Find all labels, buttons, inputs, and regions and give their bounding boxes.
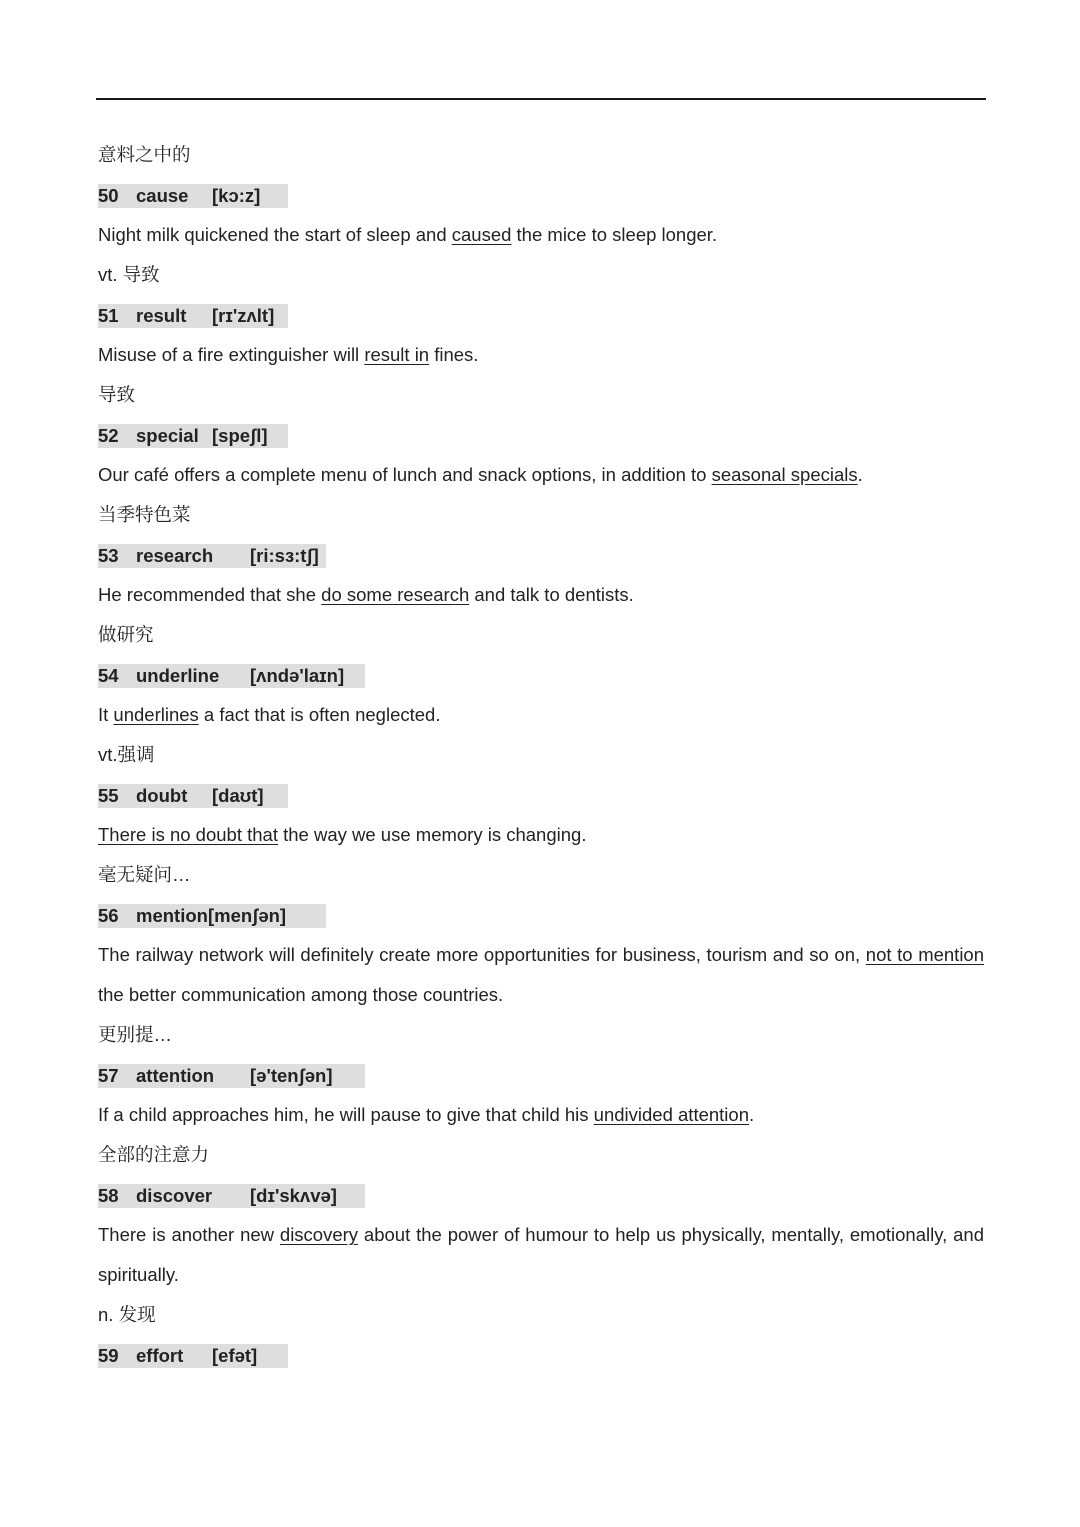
key-phrase: not to mention [865, 944, 985, 965]
key-phrase: undivided attention [593, 1104, 749, 1125]
entry-number: 56 [98, 905, 119, 927]
entry-number: 54 [98, 665, 119, 687]
translation-line: 做研究 [98, 624, 154, 645]
entry-number: 55 [98, 785, 119, 807]
heading-highlight [98, 664, 365, 688]
key-phrase: underlines [113, 704, 199, 725]
entry-heading [98, 535, 984, 575]
entry-word: doubt [136, 785, 188, 807]
entry-heading [98, 655, 984, 695]
translation-line: n. 发现 [98, 1304, 156, 1325]
heading-highlight [98, 1184, 365, 1208]
entry-phonetic: [menʃən] [207, 905, 287, 927]
entry-heading [98, 415, 984, 455]
entry-word: result [136, 305, 187, 327]
entry-heading [98, 895, 984, 935]
entry-phonetic: [ri:sɜ:tʃ] [250, 545, 319, 567]
translation-line: 意料之中的 [98, 144, 191, 165]
key-phrase: do some research [321, 584, 470, 605]
entry-word: discover [136, 1185, 213, 1207]
heading-highlight [98, 184, 288, 208]
example-sentence: Misuse of a fire extinguisher will result in fines. [98, 344, 479, 365]
header-rule [96, 98, 986, 100]
entry-phonetic: [dɪ'skʌvə] [250, 1185, 337, 1207]
entry-number: 52 [98, 425, 119, 447]
example-sentence: There is no doubt that the way we use memory is changing. [98, 824, 587, 845]
key-phrase: discovery [279, 1224, 359, 1245]
entry-number: 51 [98, 305, 119, 327]
entry-number: 53 [98, 545, 119, 567]
heading-highlight [98, 304, 288, 328]
heading-highlight [98, 424, 288, 448]
key-phrase: caused [451, 224, 512, 245]
example-sentence: He recommended that she do some research and talk to dentists. [98, 584, 634, 605]
example-sentence: There is another new discovery about the power of humour to help us physically, mentally, emotionally, and spiritually. [98, 1224, 984, 1285]
entry-heading [98, 1055, 984, 1095]
example-sentence: Night milk quickened the start of sleep and caused the mice to sleep longer. [98, 224, 718, 245]
entry-word: effort [136, 1345, 184, 1367]
example-sentence: Our café offers a complete menu of lunch and snack options, in addition to seasonal specials. [98, 464, 863, 485]
translation-line: vt.强调 [98, 744, 155, 765]
entry-heading [98, 1175, 984, 1215]
entry-heading [98, 775, 984, 815]
entry-phonetic: [kɔ:z] [212, 185, 261, 207]
translation-line: vt. 导致 [98, 264, 160, 285]
entry-phonetic: [efət] [212, 1345, 258, 1367]
heading-highlight [98, 1064, 365, 1088]
entry-phonetic: [ə'tenʃən] [250, 1065, 333, 1087]
entry-number: 50 [98, 185, 119, 207]
entry-phonetic: [speʃl] [212, 425, 268, 447]
entry-phonetic: [ʌndə'laɪn] [250, 665, 345, 687]
translation-line: 全部的注意力 [98, 1144, 210, 1165]
translation-line: 当季特色菜 [98, 504, 191, 525]
entry-word: mention [136, 905, 208, 927]
example-sentence: If a child approaches him, he will pause to give that child his undivided attention. [98, 1104, 755, 1125]
entry-word: attention [136, 1065, 215, 1087]
example-sentence: The railway network will definitely create more opportunities for business, tourism and so on, not to mention the better communication among those countries. [98, 944, 985, 1005]
translation-line: 更别提… [98, 1024, 173, 1045]
entry-heading [98, 295, 984, 335]
entry-number: 57 [98, 1065, 119, 1087]
heading-highlight [98, 544, 326, 568]
heading-highlight [98, 904, 326, 928]
entry-word: research [136, 545, 214, 567]
entry-phonetic: [daʊt] [212, 785, 264, 807]
key-phrase: seasonal specials [711, 464, 858, 485]
entry-phonetic: [rɪ'zʌlt] [212, 305, 275, 327]
vocabulary-document [98, 135, 984, 1375]
key-phrase: result in [364, 344, 430, 365]
entry-heading [98, 175, 984, 215]
entry-word: special [136, 425, 199, 447]
entry-word: cause [136, 185, 189, 207]
translation-line: 毫无疑问… [98, 864, 191, 885]
example-sentence: It underlines a fact that is often neglected. [98, 704, 441, 725]
translation-line: 导致 [98, 384, 136, 405]
key-phrase: There is no doubt that [98, 824, 278, 845]
entry-heading [98, 1335, 984, 1375]
entry-number: 59 [98, 1345, 119, 1367]
entry-word: underline [136, 665, 220, 687]
heading-highlight [98, 784, 288, 808]
heading-highlight [98, 1344, 288, 1368]
entry-number: 58 [98, 1185, 119, 1207]
